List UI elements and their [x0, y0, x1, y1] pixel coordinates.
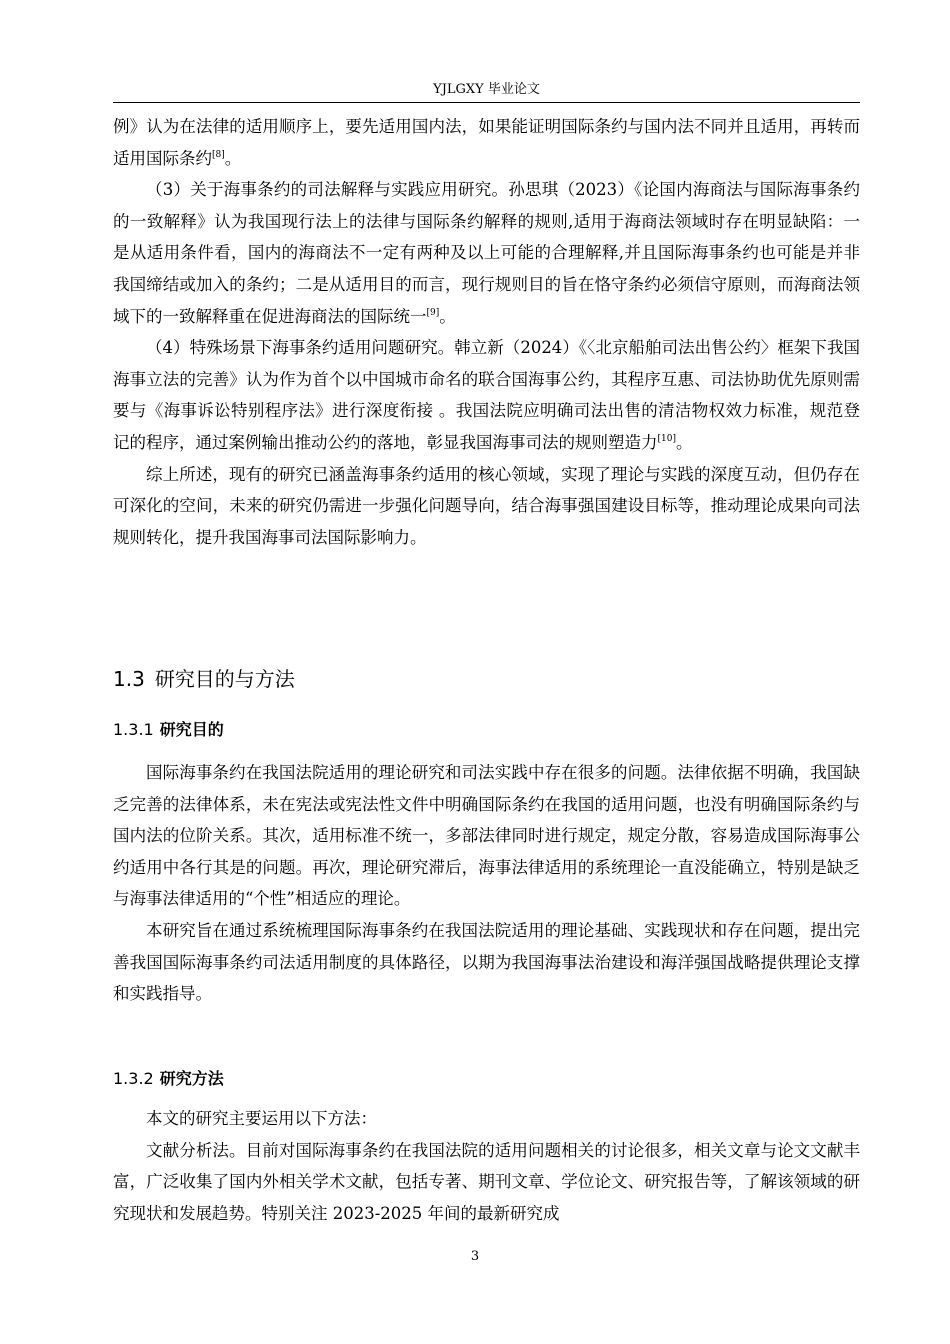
- paragraph-continuation: [113, 111, 860, 174]
- citation-ref: [8]: [212, 149, 225, 160]
- paragraph-text: （3）关于海事条约的司法解释与实践应用研究。孙思琪（2023）《论国内海商法与国际海事条约的一致解释》认为我国现行法上的法律与国际条约解释的规则,适用于海商法领域时存在明显缺陷：一是从适用条件看，国内的海商法不一定有两种及以上可能的合理解释,并且国际海事条约也可能是并非我国缔结或加入的条约；二是从适用目的而言，现行规则目的旨在恪守条约必须信守原则，而海商法领域下的一致解释重在促进海商法的国际统一: [113, 180, 860, 326]
- paragraph-text: （4）特殊场景下海事条约适用问题研究。韩立新（2024）《〈北京船舶司法出售公约〉框架下我国海事立法的完善》认为作为首个以中国城市命名的联合国海事公约，其程序互惠、司法协助优先原则需要与《海事诉讼特别程序法》进行深度衔接 。我国法院应明确司法出售的清洁物权效力标准，规范登记的程序，通过案例输出推动公约的落地，彰显我国海事司法的规则塑造力: [113, 338, 860, 452]
- subsection-heading-1-3-1: [113, 718, 224, 742]
- paragraph-text: 例》认为在法律的适用顺序上，要先适用国内法，如果能证明国际条约与国内法不同并且适用，再转而适用国际条约: [113, 117, 860, 168]
- paragraph-text: 综上所述，现有的研究已涵盖海事条约适用的核心领域，实现了理论与实践的深度互动，但仍存在可深化的空间，未来的研究仍需进一步强化问题导向，结合海事强国建设目标等，推动理论成果向司法规则转化，提升我国海事司法国际影响力。: [113, 464, 860, 547]
- page-number: 3: [470, 1249, 480, 1264]
- body-text-purpose: [113, 757, 860, 1010]
- body-text-top: [113, 111, 860, 553]
- paragraph-tail: 。: [439, 306, 456, 326]
- paragraph-methods-intro: 本文的研究主要运用以下方法：: [146, 1109, 377, 1128]
- subsection-heading-1-3-2: [113, 1067, 224, 1091]
- paragraph-summary: [113, 459, 860, 554]
- running-header: YJLGXY 毕业论文: [433, 82, 540, 97]
- paragraph-purpose-2: 本研究旨在通过系统梳理国际海事条约在我国法院适用的理论基础、实践现状和存在问题，提出完善我国国际海事条约司法适用制度的具体路径，以期为我国海事法治建设和海洋强国战略提供理论支撑和实践指导。: [113, 920, 860, 1004]
- paragraph-item-3: [113, 174, 860, 332]
- citation-ref: [9]: [426, 307, 440, 318]
- body-text-methods: [113, 1103, 860, 1229]
- subsection-number: 1.3.1: [113, 720, 154, 739]
- section-title: 研究目的与方法: [154, 667, 295, 691]
- section-number: 1.3: [113, 667, 145, 691]
- paragraph-tail: 。: [675, 432, 693, 452]
- subsection-title: 研究目的: [159, 720, 224, 739]
- paragraph-tail: 。: [224, 148, 242, 168]
- section-heading-1-3: [113, 664, 295, 694]
- citation-ref: [10]: [657, 433, 676, 444]
- paragraph-item-4: [113, 332, 860, 458]
- subsection-number: 1.3.2: [113, 1069, 154, 1088]
- paragraph-purpose-1: 国际海事条约在我国法院适用的理论研究和司法实践中存在很多的问题。法律依据不明确，我国缺乏完善的法律体系，未在宪法或宪法性文件中明确国际条约在我国的适用问题，也没有明确国际条约与国内法的位阶关系。其次，适用标准不统一，多部法律同时进行规定，规定分散，容易造成国际海事公约适用中各行其是的问题。再次，理论研究滞后，海事法律适用的系统理论一直没能确立，特别是缺乏与海事法律适用的“个性”相适应的理论。: [113, 763, 860, 909]
- paragraph-methods-literature: 文献分析法。目前对国际海事条约在我国法院的适用问题相关的讨论很多，相关文章与论文文献丰富，广泛收集了国内外相关学术文献，包括专著、期刊文章、学位论文、研究报告等，了解该领域的研究现状和发展趋势。特别关注 2023-2025 年间的最新研究成: [113, 1140, 860, 1223]
- header-rule: [113, 102, 860, 103]
- subsection-title: 研究方法: [159, 1069, 224, 1088]
